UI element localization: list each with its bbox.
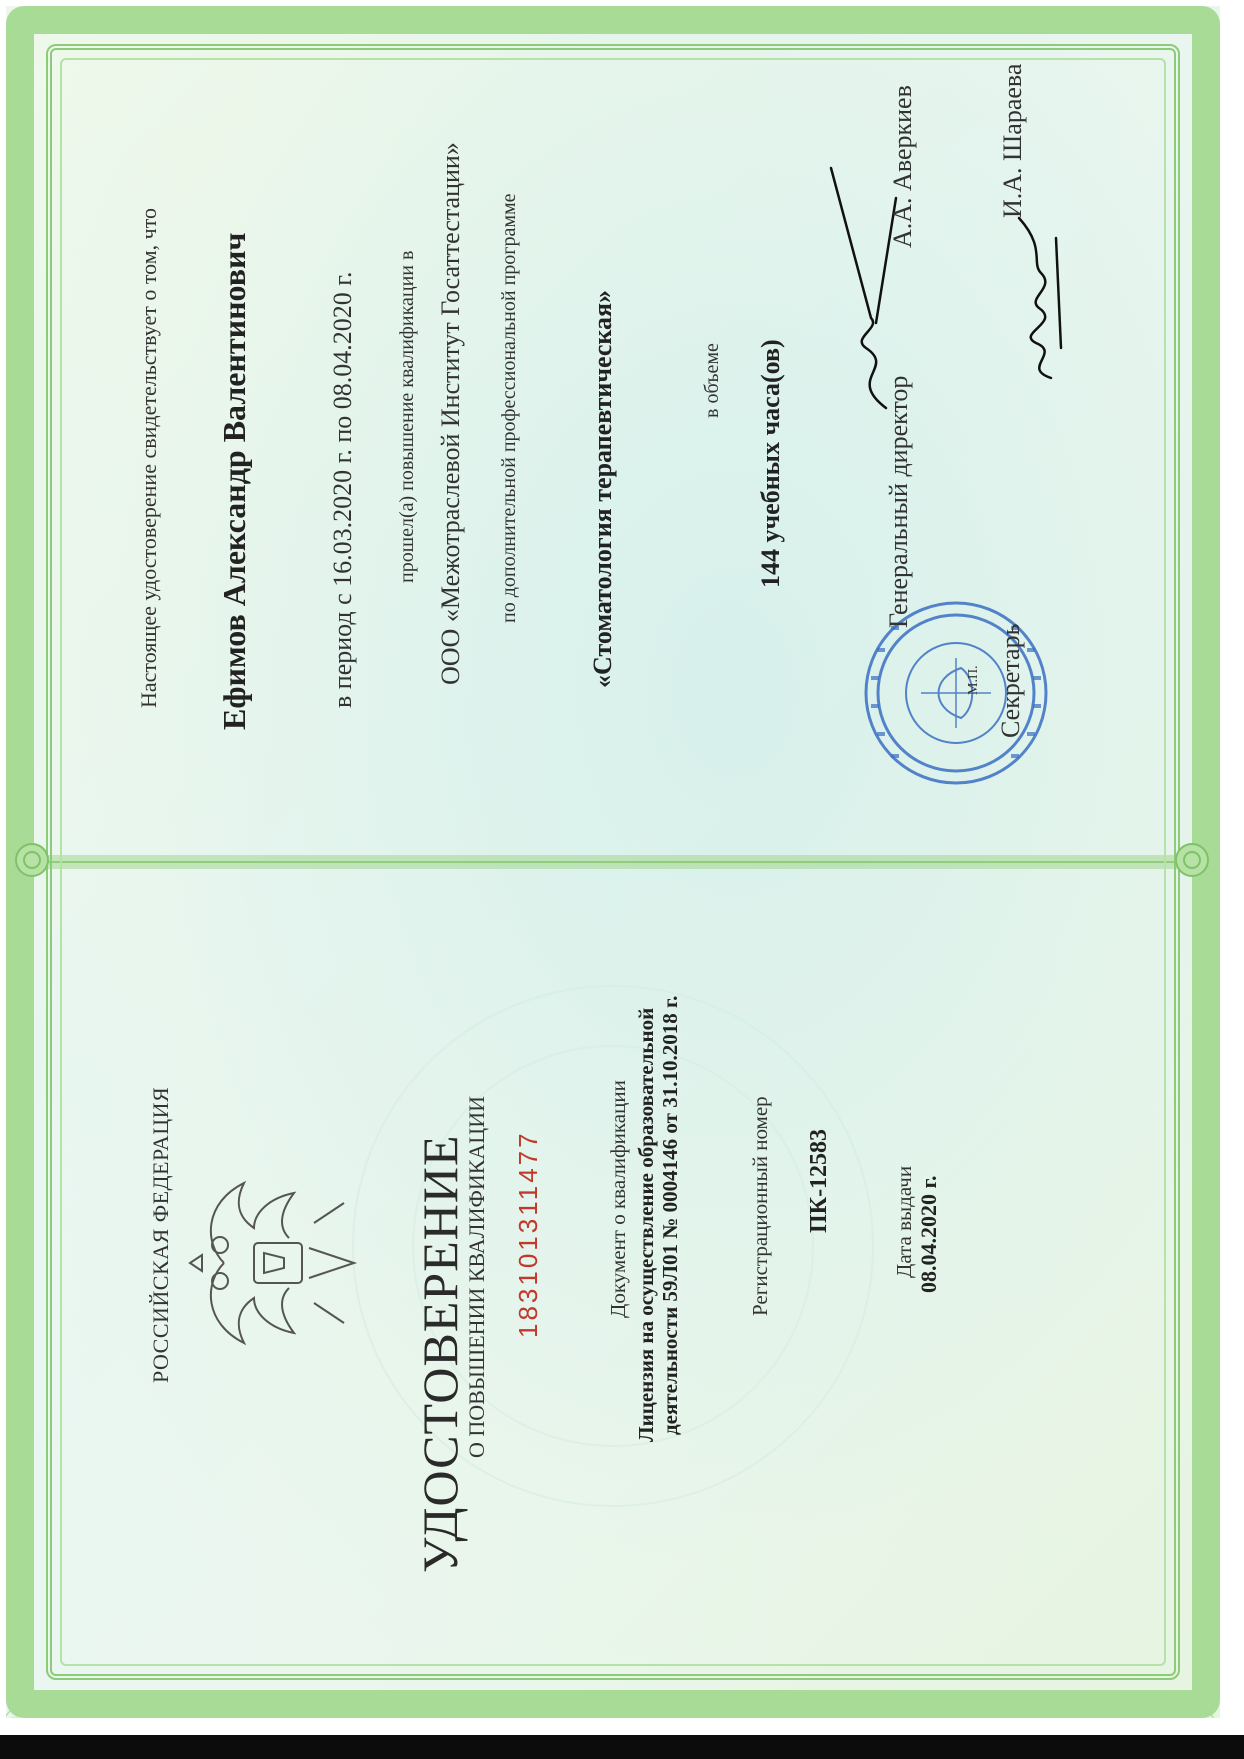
registration-number: ПК-12583 [806,1128,832,1233]
volume-label: в объеме [701,343,723,418]
document-subtitle: О ПОВЫШЕНИИ КВАЛИФИКАЦИИ [464,1096,489,1458]
director-name: А.А. Аверкиев [888,85,917,248]
scan-bottom-edge [0,1735,1244,1759]
program-intro: по дополнительной профессиональной программе [498,193,520,623]
license-line-2: деятельности 59Л01 № 0004146 от 31.10.2018 г. [658,995,682,1435]
country-label: РОССИЙСКАЯ ФЕДЕРАЦИЯ [148,1086,173,1383]
intro-text: Настоящее удостоверение свидетельствует о том, что [136,207,161,708]
training-period: в период с 16.03.2020 г. по 08.04.2020 г. [328,271,357,708]
certificate [6,6,1220,1718]
document-title: УДОСТОВЕРЕНИЕ [412,1134,468,1573]
program-name: «Стоматология терапевтическая» [588,289,617,688]
director-position: Генеральный директор [884,375,913,628]
certificate-number: 183101311477 [513,1130,543,1338]
secretary-position: Секретарь [996,623,1025,738]
document-type: Документ о квалификации [606,1080,630,1318]
issue-date: 08.04.2020 г. [916,1175,941,1293]
stamp-mark: М.П. [966,665,981,695]
license-line-1: Лицензия на осуществление образовательной [634,1007,658,1442]
holder-full-name: Ефимов Александр Валентинович [216,232,252,730]
issue-date-label: Дата выдачи [892,1165,916,1278]
organization-name: ООО «Межотраслевой Институт Госаттестации» [436,142,465,685]
registration-label: Регистрационный номер [748,1096,772,1316]
coat-of-arms-icon [184,1163,374,1363]
hours-value: 144 учебных часа(ов) [756,339,785,588]
rotated-content [6,6,1220,1718]
passed-text: прошел(а) повышение квалификации в [396,250,418,583]
secretary-signature-icon [1011,208,1071,388]
secretary-name: И.А. Шараева [998,63,1027,218]
